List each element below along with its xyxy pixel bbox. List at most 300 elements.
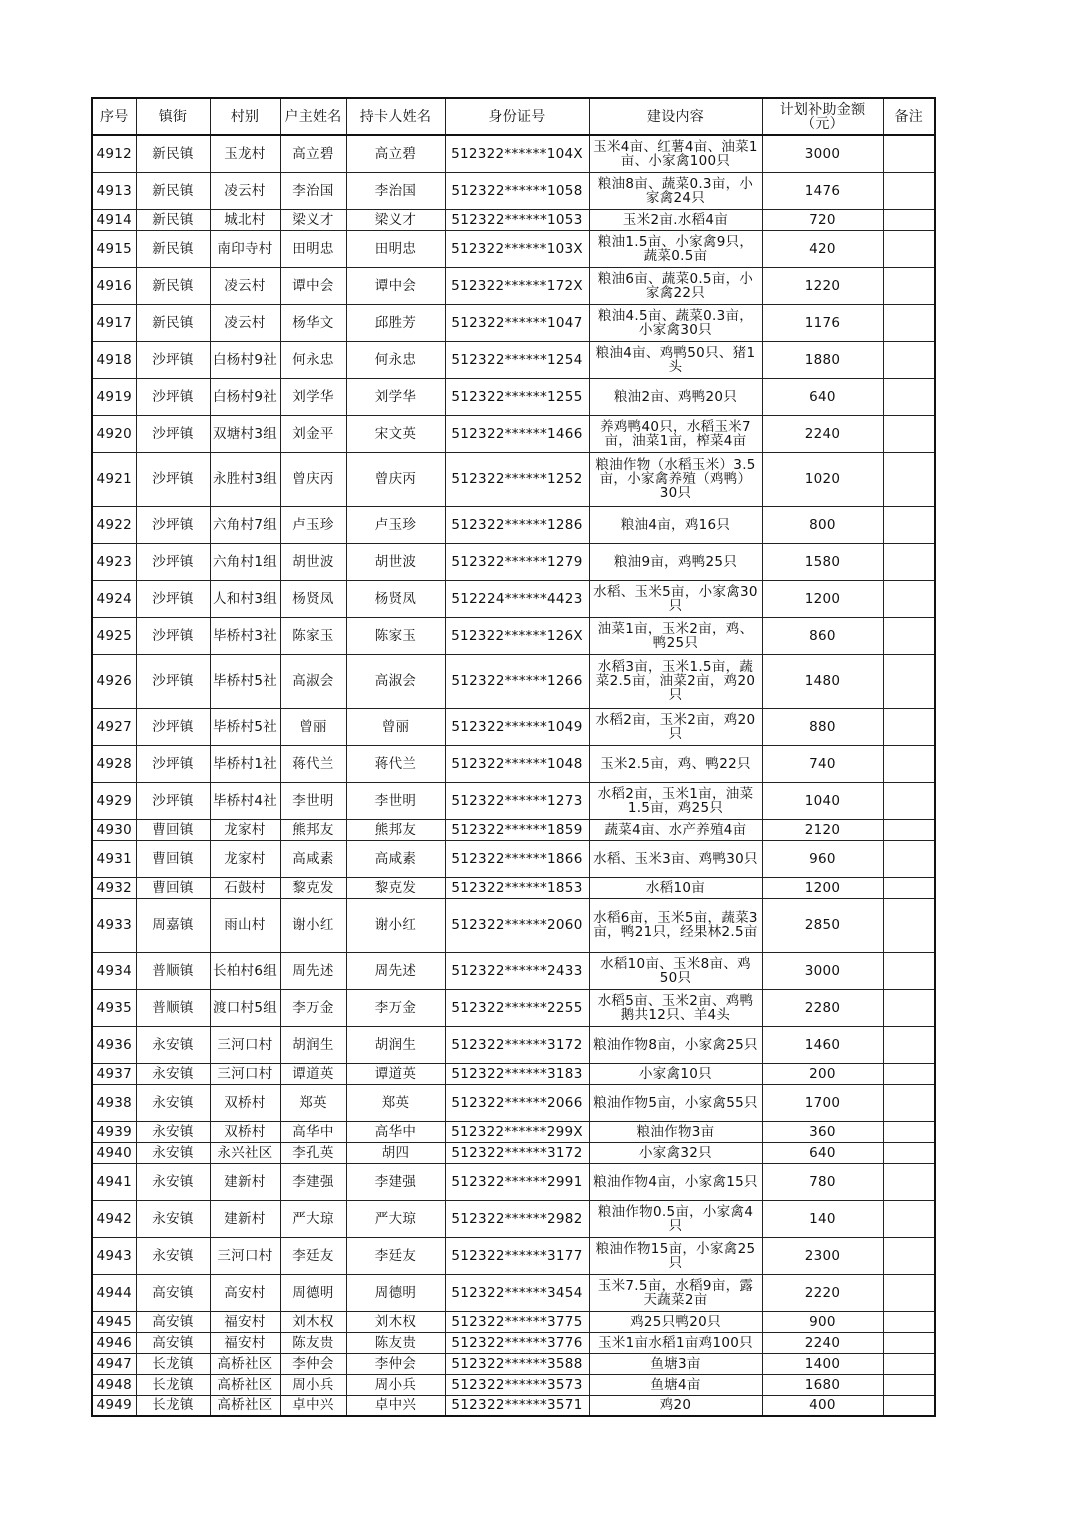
- cell-subsidy-amount: 780: [762, 1163, 883, 1200]
- header-serial: 序号: [92, 98, 136, 135]
- cell-id-number: 512322******3172: [445, 1142, 589, 1163]
- cell-subsidy-amount: 2240: [762, 415, 883, 452]
- cell-town: 沙坪镇: [136, 654, 210, 708]
- cell-village: 毕桥村1社: [210, 745, 280, 782]
- cell-subsidy-amount: 360: [762, 1121, 883, 1142]
- cell-serial: 4922: [92, 506, 136, 543]
- cell-id-number: 512322******1859: [445, 819, 589, 840]
- cell-remarks: [883, 172, 935, 209]
- cell-id-number: 512322******2433: [445, 952, 589, 989]
- cell-town: 新民镇: [136, 135, 210, 172]
- cell-subsidy-amount: 1700: [762, 1084, 883, 1121]
- cell-village: 长柏村6组: [210, 952, 280, 989]
- table-row: [92, 877, 935, 898]
- cell-village: 六角村7组: [210, 506, 280, 543]
- cell-serial: 4943: [92, 1237, 136, 1274]
- cell-household-head: 梁义才: [280, 209, 346, 230]
- cell-town: 高安镇: [136, 1274, 210, 1311]
- cell-village: 三河口村: [210, 1237, 280, 1274]
- cell-village: 白杨村9社: [210, 378, 280, 415]
- cell-household-head: 李建强: [280, 1163, 346, 1200]
- header-village: 村别: [210, 98, 280, 135]
- cell-household-head: 何永忠: [280, 341, 346, 378]
- cell-household-head: 蒋代兰: [280, 745, 346, 782]
- cell-id-number: 512322******3588: [445, 1353, 589, 1374]
- cell-cardholder: 高淑会: [346, 654, 445, 708]
- cell-town: 新民镇: [136, 230, 210, 267]
- cell-id-number: 512322******3775: [445, 1311, 589, 1332]
- cell-cardholder: 严大琼: [346, 1200, 445, 1237]
- cell-construction-content: 玉米1亩水稻1亩鸡100只: [589, 1332, 762, 1353]
- cell-village: 南印寺村: [210, 230, 280, 267]
- cell-town: 普顺镇: [136, 989, 210, 1026]
- cell-household-head: 曾丽: [280, 708, 346, 745]
- cell-id-number: 512322******103X: [445, 230, 589, 267]
- cell-subsidy-amount: 1680: [762, 1374, 883, 1395]
- cell-town: 长龙镇: [136, 1353, 210, 1374]
- cell-construction-content: 玉米4亩、红薯4亩、油菜1亩、小家禽100只: [589, 135, 762, 172]
- cell-household-head: 李万金: [280, 989, 346, 1026]
- cell-town: 沙坪镇: [136, 580, 210, 617]
- cell-cardholder: 梁义才: [346, 209, 445, 230]
- cell-household-head: 陈家玉: [280, 617, 346, 654]
- header-remarks: 备注: [883, 98, 935, 135]
- table-row: [92, 1395, 935, 1416]
- cell-id-number: 512322******1853: [445, 877, 589, 898]
- cell-construction-content: 小家禽32只: [589, 1142, 762, 1163]
- cell-remarks: [883, 452, 935, 506]
- cell-town: 永安镇: [136, 1026, 210, 1063]
- table-row: [92, 1142, 935, 1163]
- cell-subsidy-amount: 1476: [762, 172, 883, 209]
- cell-town: 沙坪镇: [136, 452, 210, 506]
- cell-subsidy-amount: 2300: [762, 1237, 883, 1274]
- table-row: [92, 543, 935, 580]
- cell-construction-content: 粮油作物15亩，小家禽25只: [589, 1237, 762, 1274]
- cell-household-head: 高咸素: [280, 840, 346, 877]
- subsidy-table: [91, 97, 936, 1417]
- cell-construction-content: 粮油作物8亩，小家禽25只: [589, 1026, 762, 1063]
- cell-subsidy-amount: 1200: [762, 580, 883, 617]
- cell-cardholder: 田明忠: [346, 230, 445, 267]
- cell-subsidy-amount: 960: [762, 840, 883, 877]
- cell-id-number: 512322******1049: [445, 708, 589, 745]
- cell-household-head: 高淑会: [280, 654, 346, 708]
- cell-id-number: 512322******299X: [445, 1121, 589, 1142]
- cell-cardholder: 谢小红: [346, 898, 445, 952]
- cell-serial: 4927: [92, 708, 136, 745]
- cell-construction-content: 水稻5亩、玉米2亩、鸡鸭鹅共12只、羊4头: [589, 989, 762, 1026]
- cell-serial: 4923: [92, 543, 136, 580]
- table-row: [92, 1374, 935, 1395]
- cell-serial: 4919: [92, 378, 136, 415]
- cell-cardholder: 胡润生: [346, 1026, 445, 1063]
- cell-cardholder: 曾丽: [346, 708, 445, 745]
- cell-village: 石鼓村: [210, 877, 280, 898]
- table-row: [92, 654, 935, 708]
- cell-village: 龙家村: [210, 840, 280, 877]
- cell-remarks: [883, 1353, 935, 1374]
- cell-remarks: [883, 135, 935, 172]
- cell-cardholder: 高立碧: [346, 135, 445, 172]
- cell-cardholder: 李建强: [346, 1163, 445, 1200]
- cell-id-number: 512322******104X: [445, 135, 589, 172]
- header-household-head: 户主姓名: [280, 98, 346, 135]
- cell-remarks: [883, 378, 935, 415]
- cell-household-head: 谭中会: [280, 267, 346, 304]
- cell-household-head: 李廷友: [280, 1237, 346, 1274]
- cell-household-head: 刘金平: [280, 415, 346, 452]
- cell-village: 建新村: [210, 1163, 280, 1200]
- cell-serial: 4912: [92, 135, 136, 172]
- cell-subsidy-amount: 900: [762, 1311, 883, 1332]
- header-row: [92, 98, 935, 135]
- cell-remarks: [883, 840, 935, 877]
- cell-remarks: [883, 506, 935, 543]
- table-row: [92, 989, 935, 1026]
- cell-subsidy-amount: 2220: [762, 1274, 883, 1311]
- cell-village: 凌云村: [210, 172, 280, 209]
- cell-village: 凌云村: [210, 304, 280, 341]
- header-town: 镇街: [136, 98, 210, 135]
- cell-id-number: 512322******1273: [445, 782, 589, 819]
- cell-household-head: 周小兵: [280, 1374, 346, 1395]
- cell-subsidy-amount: 2240: [762, 1332, 883, 1353]
- cell-construction-content: 鱼塘4亩: [589, 1374, 762, 1395]
- cell-id-number: 512322******2982: [445, 1200, 589, 1237]
- cell-subsidy-amount: 1400: [762, 1353, 883, 1374]
- cell-household-head: 卢玉珍: [280, 506, 346, 543]
- cell-id-number: 512322******2255: [445, 989, 589, 1026]
- cell-id-number: 512322******3571: [445, 1395, 589, 1416]
- table-row: [92, 341, 935, 378]
- cell-subsidy-amount: 2120: [762, 819, 883, 840]
- cell-town: 普顺镇: [136, 952, 210, 989]
- cell-village: 高安村: [210, 1274, 280, 1311]
- cell-construction-content: 鸡20: [589, 1395, 762, 1416]
- cell-serial: 4920: [92, 415, 136, 452]
- cell-subsidy-amount: 720: [762, 209, 883, 230]
- cell-cardholder: 邱胜芳: [346, 304, 445, 341]
- cell-remarks: [883, 745, 935, 782]
- cell-household-head: 熊邦友: [280, 819, 346, 840]
- cell-subsidy-amount: 1580: [762, 543, 883, 580]
- cell-town: 长龙镇: [136, 1395, 210, 1416]
- cell-cardholder: 胡世波: [346, 543, 445, 580]
- cell-remarks: [883, 708, 935, 745]
- cell-remarks: [883, 898, 935, 952]
- cell-household-head: 田明忠: [280, 230, 346, 267]
- cell-cardholder: 周德明: [346, 1274, 445, 1311]
- cell-village: 玉龙村: [210, 135, 280, 172]
- cell-household-head: 谢小红: [280, 898, 346, 952]
- cell-construction-content: 粮油2亩、鸡鸭20只: [589, 378, 762, 415]
- cell-id-number: 512322******1058: [445, 172, 589, 209]
- cell-serial: 4915: [92, 230, 136, 267]
- cell-subsidy-amount: 1176: [762, 304, 883, 341]
- cell-cardholder: 卓中兴: [346, 1395, 445, 1416]
- cell-construction-content: 粮油作物0.5亩，小家禽4只: [589, 1200, 762, 1237]
- table-row: [92, 819, 935, 840]
- table-row: [92, 840, 935, 877]
- table-row: [92, 1332, 935, 1353]
- cell-serial: 4932: [92, 877, 136, 898]
- table-row: [92, 1200, 935, 1237]
- cell-household-head: 曾庆丙: [280, 452, 346, 506]
- cell-household-head: 杨贤凤: [280, 580, 346, 617]
- table-row: [92, 415, 935, 452]
- cell-cardholder: 周先述: [346, 952, 445, 989]
- cell-cardholder: 谭中会: [346, 267, 445, 304]
- table-body: [92, 135, 935, 1416]
- cell-remarks: [883, 415, 935, 452]
- cell-serial: 4937: [92, 1063, 136, 1084]
- cell-village: 福安村: [210, 1332, 280, 1353]
- cell-id-number: 512322******172X: [445, 267, 589, 304]
- cell-id-number: 512322******1048: [445, 745, 589, 782]
- cell-serial: 4949: [92, 1395, 136, 1416]
- cell-id-number: 512322******3177: [445, 1237, 589, 1274]
- cell-cardholder: 李廷友: [346, 1237, 445, 1274]
- cell-household-head: 严大琼: [280, 1200, 346, 1237]
- cell-village: 毕桥村4社: [210, 782, 280, 819]
- cell-town: 沙坪镇: [136, 415, 210, 452]
- table-row: [92, 1237, 935, 1274]
- cell-serial: 4941: [92, 1163, 136, 1200]
- table-row: [92, 708, 935, 745]
- cell-serial: 4946: [92, 1332, 136, 1353]
- cell-serial: 4926: [92, 654, 136, 708]
- cell-construction-content: 水稻2亩，玉米2亩，鸡20只: [589, 708, 762, 745]
- table-row: [92, 172, 935, 209]
- cell-village: 双塘村3组: [210, 415, 280, 452]
- cell-serial: 4935: [92, 989, 136, 1026]
- cell-serial: 4918: [92, 341, 136, 378]
- cell-remarks: [883, 230, 935, 267]
- table-row: [92, 617, 935, 654]
- cell-id-number: 512322******1047: [445, 304, 589, 341]
- cell-subsidy-amount: 800: [762, 506, 883, 543]
- table-row: [92, 378, 935, 415]
- cell-village: 雨山村: [210, 898, 280, 952]
- cell-remarks: [883, 989, 935, 1026]
- table-row: [92, 1274, 935, 1311]
- cell-subsidy-amount: 1020: [762, 452, 883, 506]
- cell-village: 白杨村9社: [210, 341, 280, 378]
- cell-construction-content: 粮油作物（水稻玉米）3.5亩，小家禽养殖（鸡鸭）30只: [589, 452, 762, 506]
- cell-town: 永安镇: [136, 1084, 210, 1121]
- cell-village: 福安村: [210, 1311, 280, 1332]
- cell-household-head: 郑英: [280, 1084, 346, 1121]
- cell-id-number: 512322******3454: [445, 1274, 589, 1311]
- cell-town: 沙坪镇: [136, 617, 210, 654]
- cell-household-head: 高华中: [280, 1121, 346, 1142]
- cell-construction-content: 粮油9亩，鸡鸭25只: [589, 543, 762, 580]
- cell-cardholder: 陈友贵: [346, 1332, 445, 1353]
- cell-construction-content: 水稻10亩、玉米8亩、鸡50只: [589, 952, 762, 989]
- cell-remarks: [883, 877, 935, 898]
- cell-remarks: [883, 580, 935, 617]
- cell-cardholder: 李世明: [346, 782, 445, 819]
- cell-cardholder: 高华中: [346, 1121, 445, 1142]
- cell-household-head: 卓中兴: [280, 1395, 346, 1416]
- cell-cardholder: 李万金: [346, 989, 445, 1026]
- cell-village: 凌云村: [210, 267, 280, 304]
- cell-town: 曹回镇: [136, 840, 210, 877]
- cell-village: 建新村: [210, 1200, 280, 1237]
- cell-cardholder: 谭道英: [346, 1063, 445, 1084]
- table-row: [92, 580, 935, 617]
- cell-household-head: 胡润生: [280, 1026, 346, 1063]
- table-row: [92, 1163, 935, 1200]
- cell-household-head: 刘木权: [280, 1311, 346, 1332]
- table-row: [92, 1026, 935, 1063]
- header-construction-content: 建设内容: [589, 98, 762, 135]
- cell-serial: 4938: [92, 1084, 136, 1121]
- cell-household-head: 李治国: [280, 172, 346, 209]
- cell-serial: 4948: [92, 1374, 136, 1395]
- cell-id-number: 512322******1466: [445, 415, 589, 452]
- cell-village: 三河口村: [210, 1026, 280, 1063]
- header-subsidy-amount: 计划补助金额（元）: [762, 98, 883, 135]
- cell-household-head: 周德明: [280, 1274, 346, 1311]
- cell-subsidy-amount: 200: [762, 1063, 883, 1084]
- cell-id-number: 512322******1266: [445, 654, 589, 708]
- cell-construction-content: 小家禽10只: [589, 1063, 762, 1084]
- table-row: [92, 304, 935, 341]
- cell-town: 长龙镇: [136, 1374, 210, 1395]
- cell-serial: 4914: [92, 209, 136, 230]
- cell-subsidy-amount: 3000: [762, 135, 883, 172]
- cell-town: 永安镇: [136, 1063, 210, 1084]
- cell-cardholder: 黎克发: [346, 877, 445, 898]
- cell-cardholder: 熊邦友: [346, 819, 445, 840]
- cell-serial: 4929: [92, 782, 136, 819]
- table-row: [92, 267, 935, 304]
- table-row: [92, 230, 935, 267]
- table-row: [92, 745, 935, 782]
- cell-remarks: [883, 1332, 935, 1353]
- cell-village: 三河口村: [210, 1063, 280, 1084]
- cell-town: 沙坪镇: [136, 506, 210, 543]
- cell-construction-content: 水稻10亩: [589, 877, 762, 898]
- cell-remarks: [883, 1274, 935, 1311]
- cell-serial: 4940: [92, 1142, 136, 1163]
- cell-subsidy-amount: 640: [762, 378, 883, 415]
- cell-id-number: 512224******4423: [445, 580, 589, 617]
- cell-id-number: 512322******126X: [445, 617, 589, 654]
- cell-household-head: 陈友贵: [280, 1332, 346, 1353]
- cell-remarks: [883, 209, 935, 230]
- cell-construction-content: 粮油1.5亩、小家禽9只，蔬菜0.5亩: [589, 230, 762, 267]
- cell-construction-content: 粮油作物3亩: [589, 1121, 762, 1142]
- cell-serial: 4931: [92, 840, 136, 877]
- cell-id-number: 512322******1053: [445, 209, 589, 230]
- cell-cardholder: 李仲会: [346, 1353, 445, 1374]
- cell-remarks: [883, 304, 935, 341]
- cell-id-number: 512322******1279: [445, 543, 589, 580]
- cell-household-head: 李世明: [280, 782, 346, 819]
- cell-serial: 4933: [92, 898, 136, 952]
- cell-construction-content: 水稻6亩，玉米5亩，蔬菜3亩，鸭21只，经果林2.5亩: [589, 898, 762, 952]
- cell-cardholder: 胡四: [346, 1142, 445, 1163]
- cell-household-head: 谭道英: [280, 1063, 346, 1084]
- table-row: [92, 1084, 935, 1121]
- table-row: [92, 898, 935, 952]
- cell-construction-content: 粮油4.5亩、蔬菜0.3亩，小家禽30只: [589, 304, 762, 341]
- cell-remarks: [883, 267, 935, 304]
- cell-town: 曹回镇: [136, 877, 210, 898]
- cell-construction-content: 水稻、玉米5亩，小家禽30只: [589, 580, 762, 617]
- table-row: [92, 1311, 935, 1332]
- cell-remarks: [883, 341, 935, 378]
- cell-construction-content: 粮油6亩、蔬菜0.5亩，小家禽22只: [589, 267, 762, 304]
- cell-cardholder: 周小兵: [346, 1374, 445, 1395]
- cell-town: 新民镇: [136, 209, 210, 230]
- cell-subsidy-amount: 860: [762, 617, 883, 654]
- cell-village: 人和村3组: [210, 580, 280, 617]
- cell-cardholder: 何永忠: [346, 341, 445, 378]
- cell-subsidy-amount: 2850: [762, 898, 883, 952]
- cell-cardholder: 刘木权: [346, 1311, 445, 1332]
- cell-id-number: 512322******3183: [445, 1063, 589, 1084]
- cell-remarks: [883, 819, 935, 840]
- cell-subsidy-amount: 140: [762, 1200, 883, 1237]
- cell-cardholder: 李治国: [346, 172, 445, 209]
- cell-subsidy-amount: 2280: [762, 989, 883, 1026]
- cell-serial: 4939: [92, 1121, 136, 1142]
- cell-town: 沙坪镇: [136, 378, 210, 415]
- cell-remarks: [883, 1311, 935, 1332]
- cell-remarks: [883, 1084, 935, 1121]
- cell-town: 新民镇: [136, 172, 210, 209]
- table-row: [92, 782, 935, 819]
- cell-subsidy-amount: 1880: [762, 341, 883, 378]
- cell-subsidy-amount: 420: [762, 230, 883, 267]
- cell-construction-content: 玉米7.5亩，水稻9亩，露天蔬菜2亩: [589, 1274, 762, 1311]
- table-row: [92, 135, 935, 172]
- cell-remarks: [883, 1374, 935, 1395]
- cell-town: 曹回镇: [136, 819, 210, 840]
- cell-subsidy-amount: 1220: [762, 267, 883, 304]
- cell-serial: 4916: [92, 267, 136, 304]
- cell-village: 城北村: [210, 209, 280, 230]
- cell-village: 双桥村: [210, 1084, 280, 1121]
- cell-construction-content: 粮油作物4亩，小家禽15只: [589, 1163, 762, 1200]
- cell-village: 高桥社区: [210, 1353, 280, 1374]
- cell-serial: 4921: [92, 452, 136, 506]
- header-id-number: 身份证号: [445, 98, 589, 135]
- cell-town: 高安镇: [136, 1332, 210, 1353]
- cell-cardholder: 宋文英: [346, 415, 445, 452]
- cell-subsidy-amount: 640: [762, 1142, 883, 1163]
- cell-serial: 4913: [92, 172, 136, 209]
- cell-remarks: [883, 782, 935, 819]
- cell-household-head: 李孔英: [280, 1142, 346, 1163]
- cell-serial: 4928: [92, 745, 136, 782]
- cell-serial: 4917: [92, 304, 136, 341]
- cell-cardholder: 曾庆丙: [346, 452, 445, 506]
- cell-village: 毕桥村5社: [210, 708, 280, 745]
- cell-id-number: 512322******2991: [445, 1163, 589, 1200]
- cell-cardholder: 刘学华: [346, 378, 445, 415]
- cell-town: 沙坪镇: [136, 745, 210, 782]
- cell-remarks: [883, 1163, 935, 1200]
- cell-cardholder: 陈家玉: [346, 617, 445, 654]
- cell-id-number: 512322******3776: [445, 1332, 589, 1353]
- cell-construction-content: 粮油作物5亩，小家禽55只: [589, 1084, 762, 1121]
- cell-household-head: 周先述: [280, 952, 346, 989]
